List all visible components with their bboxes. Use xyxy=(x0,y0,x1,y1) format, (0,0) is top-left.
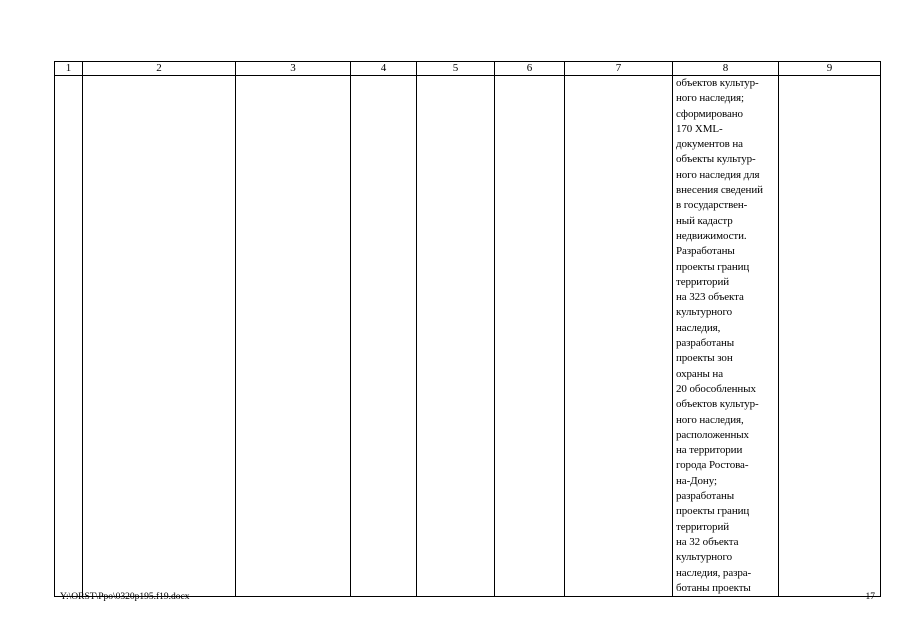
table-cell-2 xyxy=(83,76,236,597)
cell-8-line: внесения сведений xyxy=(676,184,763,197)
column-number-6: 6 xyxy=(495,62,565,76)
cell-8-line: разработаны xyxy=(676,490,735,503)
cell-8-line: ный кадастр xyxy=(676,214,733,227)
cell-8-line: на 323 объекта xyxy=(676,291,744,304)
cell-8-line: охраны на xyxy=(676,367,724,380)
cell-8-line: ного наследия, xyxy=(676,413,744,426)
footer-file-path: Y:\ORST\Ppo\0320p195.f19.docx xyxy=(60,592,190,602)
cell-8-line: 20 обособленных xyxy=(676,382,756,395)
table-cell-6 xyxy=(495,76,565,597)
cell-8-line: разработаны xyxy=(676,337,735,350)
cell-8-line: расположенных xyxy=(676,428,749,441)
document-table xyxy=(54,61,881,597)
table-cell-4 xyxy=(351,76,417,597)
column-number-4: 4 xyxy=(351,62,417,76)
cell-8-line: ного наследия; xyxy=(676,92,744,105)
table-cell-3 xyxy=(236,76,351,597)
cell-8-line: территорий xyxy=(676,520,730,533)
cell-8-line: в государствен- xyxy=(676,199,748,212)
cell-8-line: наследия, разра- xyxy=(676,566,752,579)
cell-8-line: проекты границ xyxy=(676,260,750,273)
cell-8-line: объекты культур- xyxy=(676,153,756,166)
table-header-row xyxy=(55,62,881,76)
column-number-5: 5 xyxy=(417,62,495,76)
cell-8-line: Разработаны xyxy=(676,245,735,258)
table-cell-8 xyxy=(673,76,779,597)
table-row xyxy=(55,76,881,597)
cell-8-line: объектов культур- xyxy=(676,77,759,89)
table-cell-9 xyxy=(779,76,881,597)
cell-8-line: на территории xyxy=(676,444,743,457)
cell-8-line: недвижимости. xyxy=(676,229,747,242)
table-cell-5 xyxy=(417,76,495,597)
column-number-8: 8 xyxy=(673,62,779,76)
column-number-2: 2 xyxy=(83,62,236,76)
column-number-9: 9 xyxy=(779,62,881,76)
cell-8-line: наследия, xyxy=(676,321,721,334)
cell-8-line: 170 XML- xyxy=(676,122,723,135)
cell-8-line: на-Дону; xyxy=(676,474,717,487)
column-number-3: 3 xyxy=(236,62,351,76)
cell-8-line: сформировано xyxy=(676,107,743,120)
cell-8-line: на 32 объекта xyxy=(676,535,739,548)
column-number-7: 7 xyxy=(565,62,673,76)
cell-8-line: объектов культур- xyxy=(676,398,759,411)
cell-8-line: ботаны проекты xyxy=(676,581,751,594)
cell-8-line: проекты границ xyxy=(676,505,750,518)
cell-8-text xyxy=(673,76,778,596)
table-cell-7 xyxy=(565,76,673,597)
cell-8-line: проекты зон xyxy=(676,352,733,365)
cell-8-line: культурного xyxy=(676,551,732,564)
cell-8-line: ного наследия для xyxy=(676,168,760,181)
cell-8-line: города Ростова- xyxy=(676,459,749,472)
cell-8-line: документов на xyxy=(676,138,743,151)
cell-8-line: культурного xyxy=(676,306,732,319)
cell-8-line: территорий xyxy=(676,275,730,288)
column-number-1: 1 xyxy=(55,62,83,76)
page-number: 17 xyxy=(865,592,875,602)
table-cell-1 xyxy=(55,76,83,597)
